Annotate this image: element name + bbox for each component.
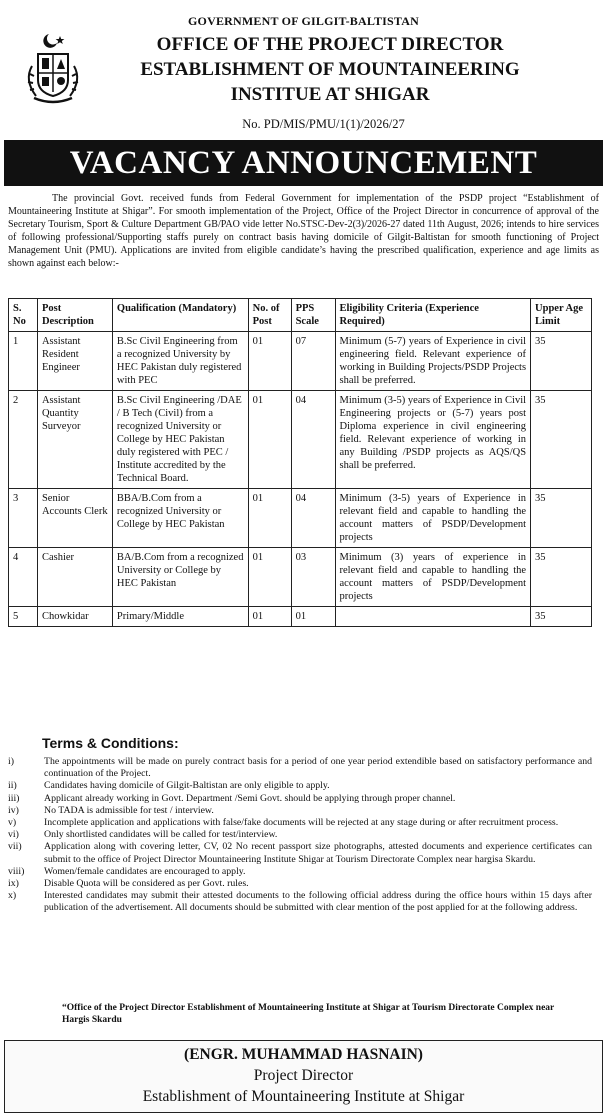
- list-item: [8, 890, 592, 914]
- office-title-line-1: OFFICE OF THE PROJECT DIRECTOR: [156, 34, 504, 55]
- submission-address: “Office of the Project Director Establishment of Mountaineering Institute at Shigar at Tourism Directorate Complex near Hargis Skardu: [62, 1003, 555, 1025]
- table-row: [9, 548, 592, 607]
- term-number: viii): [8, 865, 25, 877]
- header-post: Post Description: [37, 299, 112, 332]
- cell-sno: 2: [9, 391, 38, 489]
- table-row: [9, 332, 592, 391]
- reference-number: No. PD/MIS/PMU/1(1)/2026/27: [242, 117, 405, 131]
- list-item: [8, 817, 592, 829]
- cell-qualification: BBA/B.Com from a recognized University or College by HEC Pakistan: [112, 489, 248, 548]
- vacancy-banner: VACANCY ANNOUNCEMENT: [4, 140, 603, 186]
- signature-block: [4, 1040, 603, 1113]
- cell-sno: 5: [9, 607, 38, 627]
- cell-age: 35: [531, 607, 592, 627]
- cell-no-of-post: 01: [248, 489, 291, 548]
- term-number: vi): [8, 829, 19, 841]
- cell-post: Assistant Resident Engineer: [37, 332, 112, 391]
- cell-no-of-post: 01: [248, 607, 291, 627]
- list-item: [8, 841, 592, 865]
- cell-post: Cashier: [37, 548, 112, 607]
- term-text: Applicant already working in Govt. Department /Semi Govt. should be applying through proper channel.: [44, 792, 456, 804]
- list-item: [8, 805, 592, 817]
- terms-heading: Terms & Conditions:: [42, 735, 179, 751]
- header-pps: PPS Scale: [291, 299, 335, 332]
- cell-pps: 07: [291, 332, 335, 391]
- signatory-title: Project Director: [253, 1067, 354, 1084]
- term-number: ii): [8, 780, 17, 792]
- table-row: [9, 391, 592, 489]
- term-number: iii): [8, 792, 20, 804]
- cell-qualification: B.Sc Civil Engineering from a recognized University by HEC Pakistan duly registered with PEC: [112, 332, 248, 391]
- table-row: [9, 607, 592, 627]
- cell-no-of-post: 01: [248, 332, 291, 391]
- term-text: The appointments will be made on purely contract basis for a period of one year period extendible based on satisfactory performance and continuation of the Project.: [44, 756, 592, 780]
- term-text: Disable Quota will be considered as per Govt. rules.: [44, 878, 249, 890]
- list-item: [8, 793, 592, 805]
- header-sno: S. No: [9, 299, 38, 332]
- term-text: Application along with covering letter, CV, 02 No recent passport size photographs, attested documents and experience certificates can submit to the office of Project Director Mountaineering Institute Shigar at Tourism Directorate Complex near hargisa Skardu.: [44, 841, 592, 865]
- intro-paragraph: The provincial Govt. received funds from Federal Government for implementation of the PSDP project “Establishment of Mountaineering Institute at Shigar”. For smooth implementation of the Project, Office of the Project Director in concurrence of approval of the Secretary Tourism, Sport & Culture Department GB/PAO vide letter No.STSC-Dev-2(3)/2026-27 dated 11th August, 2026; intends to hire services of following professional/Supporting staffs purely on contract basis having domicile of Gilgit-Baltistan for smooth functioning of Project Management Unit (PMU). Applications are invited from eligible candidate’s having the prescribed qualification, experience and age limits as shown against each below:-: [8, 193, 599, 269]
- signatory-organization: Establishment of Mountaineering Institute at Shigar: [142, 1088, 465, 1105]
- term-number: i): [8, 756, 14, 767]
- term-number: vii): [8, 841, 22, 853]
- term-number: ix): [8, 878, 19, 890]
- office-title-line-3: INSTITUE AT SHIGAR: [230, 84, 430, 105]
- gilgit-baltistan-emblem-icon: [22, 30, 84, 106]
- table-header-row: [9, 299, 592, 332]
- terms-list: [8, 756, 592, 915]
- table-row: [9, 489, 592, 548]
- cell-pps: 03: [291, 548, 335, 607]
- term-number: iv): [8, 804, 19, 816]
- letterhead: [0, 0, 607, 140]
- cell-eligibility: Minimum (3) years of experience in relevant field and capable to handling the account matters of PSDP/Development projects: [335, 548, 531, 607]
- cell-pps: 04: [291, 391, 335, 489]
- cell-post: Chowkidar: [37, 607, 112, 627]
- cell-post: Assistant Quantity Surveyor: [37, 391, 112, 489]
- cell-eligibility: Minimum (3-5) years of Experience in relevant field and capable to handling the account matters of PSDP/Development projects: [335, 489, 531, 548]
- term-text: Women/female candidates are encouraged to apply.: [44, 865, 246, 877]
- header-eligibility: Eligibility Criteria (Experience Required): [335, 299, 531, 332]
- cell-sno: 3: [9, 489, 38, 548]
- term-text: Only shortlisted candidates will be called for test/interview.: [44, 829, 278, 841]
- list-item: [8, 829, 592, 841]
- cell-eligibility: Minimum (3-5) years of Experience in Civil Engineering projects or (5-7) years post Diploma experience in civil engineering field. Relevant experience of working in any Building /PSDP projects as AQS/QS shall be preferred.: [335, 391, 531, 489]
- cell-sno: 1: [9, 332, 38, 391]
- cell-qualification: BA/B.Com from a recognized University or College by HEC Pakistan: [112, 548, 248, 607]
- term-text: Incomplete application and applications with false/fake documents will be rejected at any stage during or after recruitment process.: [44, 817, 559, 829]
- cell-no-of-post: 01: [248, 548, 291, 607]
- office-title-line-2: ESTABLISHMENT OF MOUNTAINEERING: [140, 59, 520, 80]
- cell-sno: 4: [9, 548, 38, 607]
- signatory-name: (ENGR. MUHAMMAD HASNAIN): [184, 1046, 423, 1063]
- cell-age: 35: [531, 548, 592, 607]
- list-item: [8, 878, 592, 890]
- cell-age: 35: [531, 391, 592, 489]
- cell-qualification: B.Sc Civil Engineering /DAE / B Tech (Civil) from a recognized University or College by HEC Pakistan duly registered with PEC / Institute accredited by the Technical Board.: [112, 391, 248, 489]
- cell-eligibility: [335, 607, 531, 627]
- header-age: Upper Age Limit: [531, 299, 592, 332]
- header-qualification: Qualification (Mandatory): [112, 299, 248, 332]
- cell-qualification: Primary/Middle: [112, 607, 248, 627]
- cell-pps: 04: [291, 489, 335, 548]
- cell-eligibility: Minimum (5-7) years of Experience in civil engineering field. Relevant experience of working in Building Projects/PSDP Projects shall be preferred.: [335, 332, 531, 391]
- cell-post: Senior Accounts Clerk: [37, 489, 112, 548]
- government-name: GOVERNMENT OF GILGIT-BALTISTAN: [188, 14, 419, 28]
- term-text: Candidates having domicile of Gilgit-Baltistan are only eligible to apply.: [44, 780, 330, 792]
- cell-no-of-post: 01: [248, 391, 291, 489]
- list-item: [8, 756, 592, 780]
- list-item: [8, 866, 592, 878]
- list-item: [8, 780, 592, 792]
- cell-age: 35: [531, 489, 592, 548]
- vacancy-table: [8, 298, 592, 627]
- term-text: Interested candidates may submit their attested documents to the following official address during the office hours within 15 days after publication of the advertisement. All documents should be submitted with clear mention of the post applied for at the following address.: [44, 890, 592, 914]
- term-number: v): [8, 817, 17, 829]
- term-text: No TADA is admissible for test / interview.: [44, 804, 214, 816]
- term-number: x): [8, 890, 17, 902]
- cell-age: 35: [531, 332, 592, 391]
- cell-pps: 01: [291, 607, 335, 627]
- header-no-of-post: No. of Post: [248, 299, 291, 332]
